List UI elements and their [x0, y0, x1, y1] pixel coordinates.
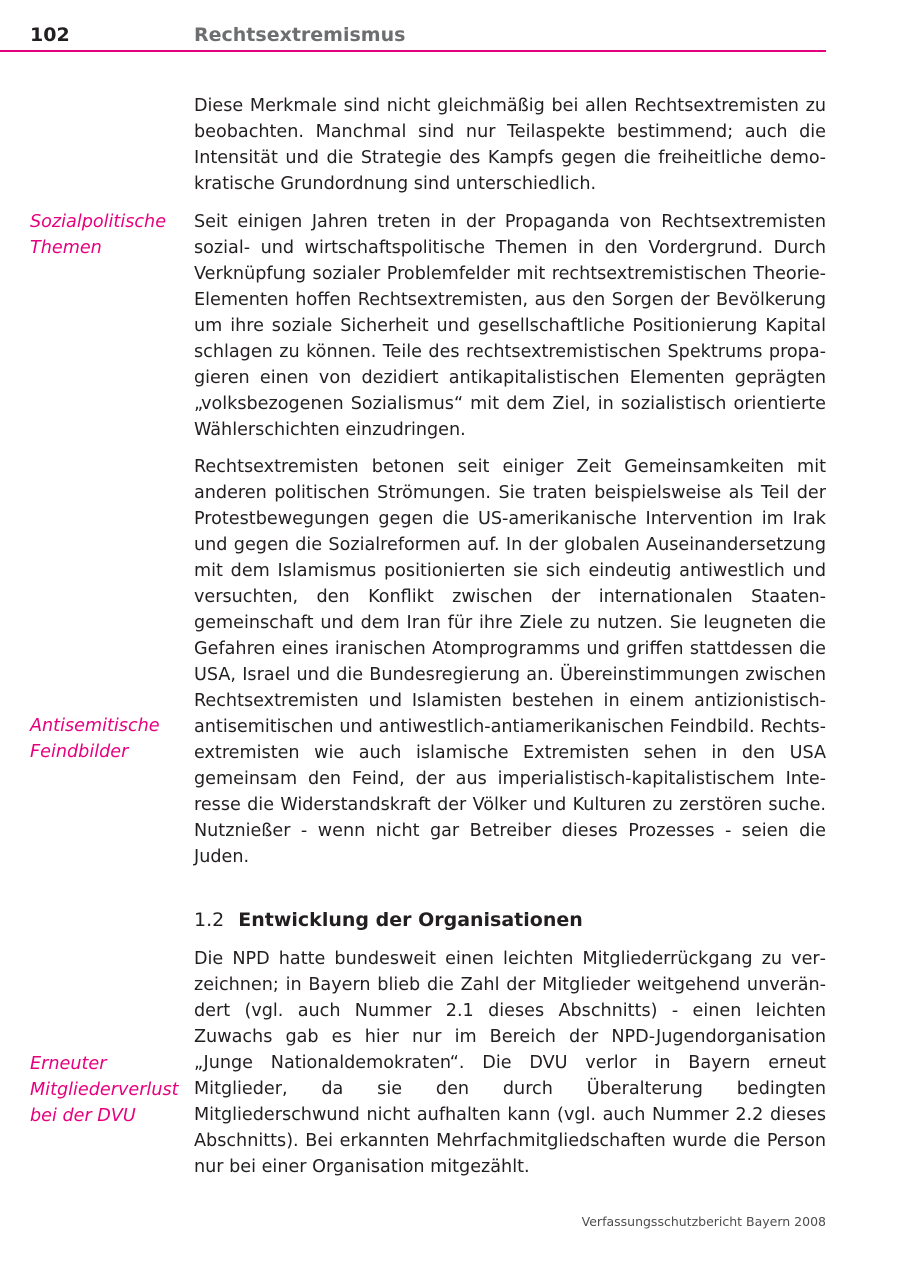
- section-heading: [194, 907, 583, 933]
- chapter-title: Rechtsextremismus: [194, 24, 406, 46]
- margin-note-antisemitic: [30, 713, 190, 765]
- page-number: 102: [30, 24, 70, 46]
- margin-note-line: Themen: [30, 238, 102, 258]
- section-number: 1.2: [194, 909, 225, 931]
- margin-note-social: [30, 209, 190, 261]
- section-title: Entwicklung der Organisationen: [238, 909, 583, 931]
- paragraph-4-block: [194, 946, 826, 1180]
- margin-note-dvu: [30, 1051, 190, 1129]
- paragraph-2: Seit einigen Jahren treten in der Propaganda von Rechtsextremisten sozial- und wirtschaftspolitische Themen in den Vordergrund. Durch Verknüpfung sozialer Problemfelder mit rechtsextremistischen Theorie-Elementen hoffen Rechtsextremisten, aus den Sorgen der Bevölkerung um ihre soziale Sicherheit und gesellschaftliche Positionierung Kapital schlagen zu können. Teile des rechtsextremistischen Spektrums propagieren einen von dezidiert antikapitalistischen Elementen geprägten „volksbezogenen Sozialismus“ mit dem Ziel, in sozialistisch orientierte Wählerschichten einzudringen.: [194, 212, 826, 440]
- page-header: [0, 0, 826, 52]
- paragraph-3-block: [194, 454, 826, 870]
- paragraph-1-block: [194, 93, 826, 197]
- paragraph-3: Rechtsextremisten betonen seit einiger Zeit Gemeinsamkeiten mit anderen politischen Strömungen. Sie traten beispielsweise als Teil der Protestbewegungen gegen die US-amerikanische Intervention im Irak und gegen die Sozialreformen auf. In der globalen Auseinandersetzung mit dem Islamismus positionierten sie sich eindeutig antiwestlich und versuchten, den Konflikt zwischen der internationalen Staatengemeinschaft und dem Iran für ihre Ziele zu nutzen. Sie leugneten die Gefahren eines iranischen Atomprogramms und griffen stattdessen die USA, Israel und die Bundesregierung an. Übereinstimmungen zwischen Rechtsextremisten und Islamisten bestehen in einem antizionistisch-antisemitischen und antiwestlich-antiamerikanischen Feindbild. Rechtsextremisten wie auch islamische Extremisten sehen in den USA gemeinsam den Feind, der aus imperialistisch-kapitalistischem Interesse die Widerstandskraft der Völker und Kulturen zu zerstören suche. Nutznießer - wenn nicht gar Betreiber dieses Prozesses - seien die Juden.: [194, 457, 826, 867]
- margin-note-line: Feindbilder: [30, 742, 129, 762]
- paragraph-4: Die NPD hatte bundesweit einen leichten Mitgliederrückgang zu verzeichnen; in Bayern blieb die Zahl der Mitglieder weitgehend unverändert (vgl. auch Nummer 2.1 dieses Abschnitts) - einen leichten Zuwachs gab es hier nur im Bereich der NPD-Jugendorganisation „Junge Nationaldemokraten“. Die DVU verlor in Bayern erneut Mitglieder, da sie den durch Überalterung bedingten Mitgliederschwund nicht aufhalten kann (vgl. auch Nummer 2.2 dieses Abschnitts). Bei erkannten Mehrfachmitgliedschaften wurde die Person nur bei einer Organisation mitgezählt.: [194, 949, 826, 1177]
- margin-note-line: Mitgliederverlust: [30, 1080, 179, 1100]
- paragraph-1: Diese Merkmale sind nicht gleichmäßig bei allen Rechtsextremisten zu beobachten. Manchmal sind nur Teilaspekte bestimmend; auch die Intensität und die Strategie des Kampfs gegen die freiheitliche demokratische Grundordnung sind unterschiedlich.: [194, 96, 826, 194]
- page-footer: Verfassungsschutzbericht Bayern 2008: [581, 1214, 826, 1229]
- margin-note-line: Erneuter: [30, 1054, 107, 1074]
- margin-note-line: Sozialpolitische: [30, 212, 167, 232]
- paragraph-2-block: [194, 209, 826, 443]
- margin-note-line: Antisemitische: [30, 716, 160, 736]
- header-divider: [0, 50, 826, 52]
- margin-note-line: bei der DVU: [30, 1106, 136, 1126]
